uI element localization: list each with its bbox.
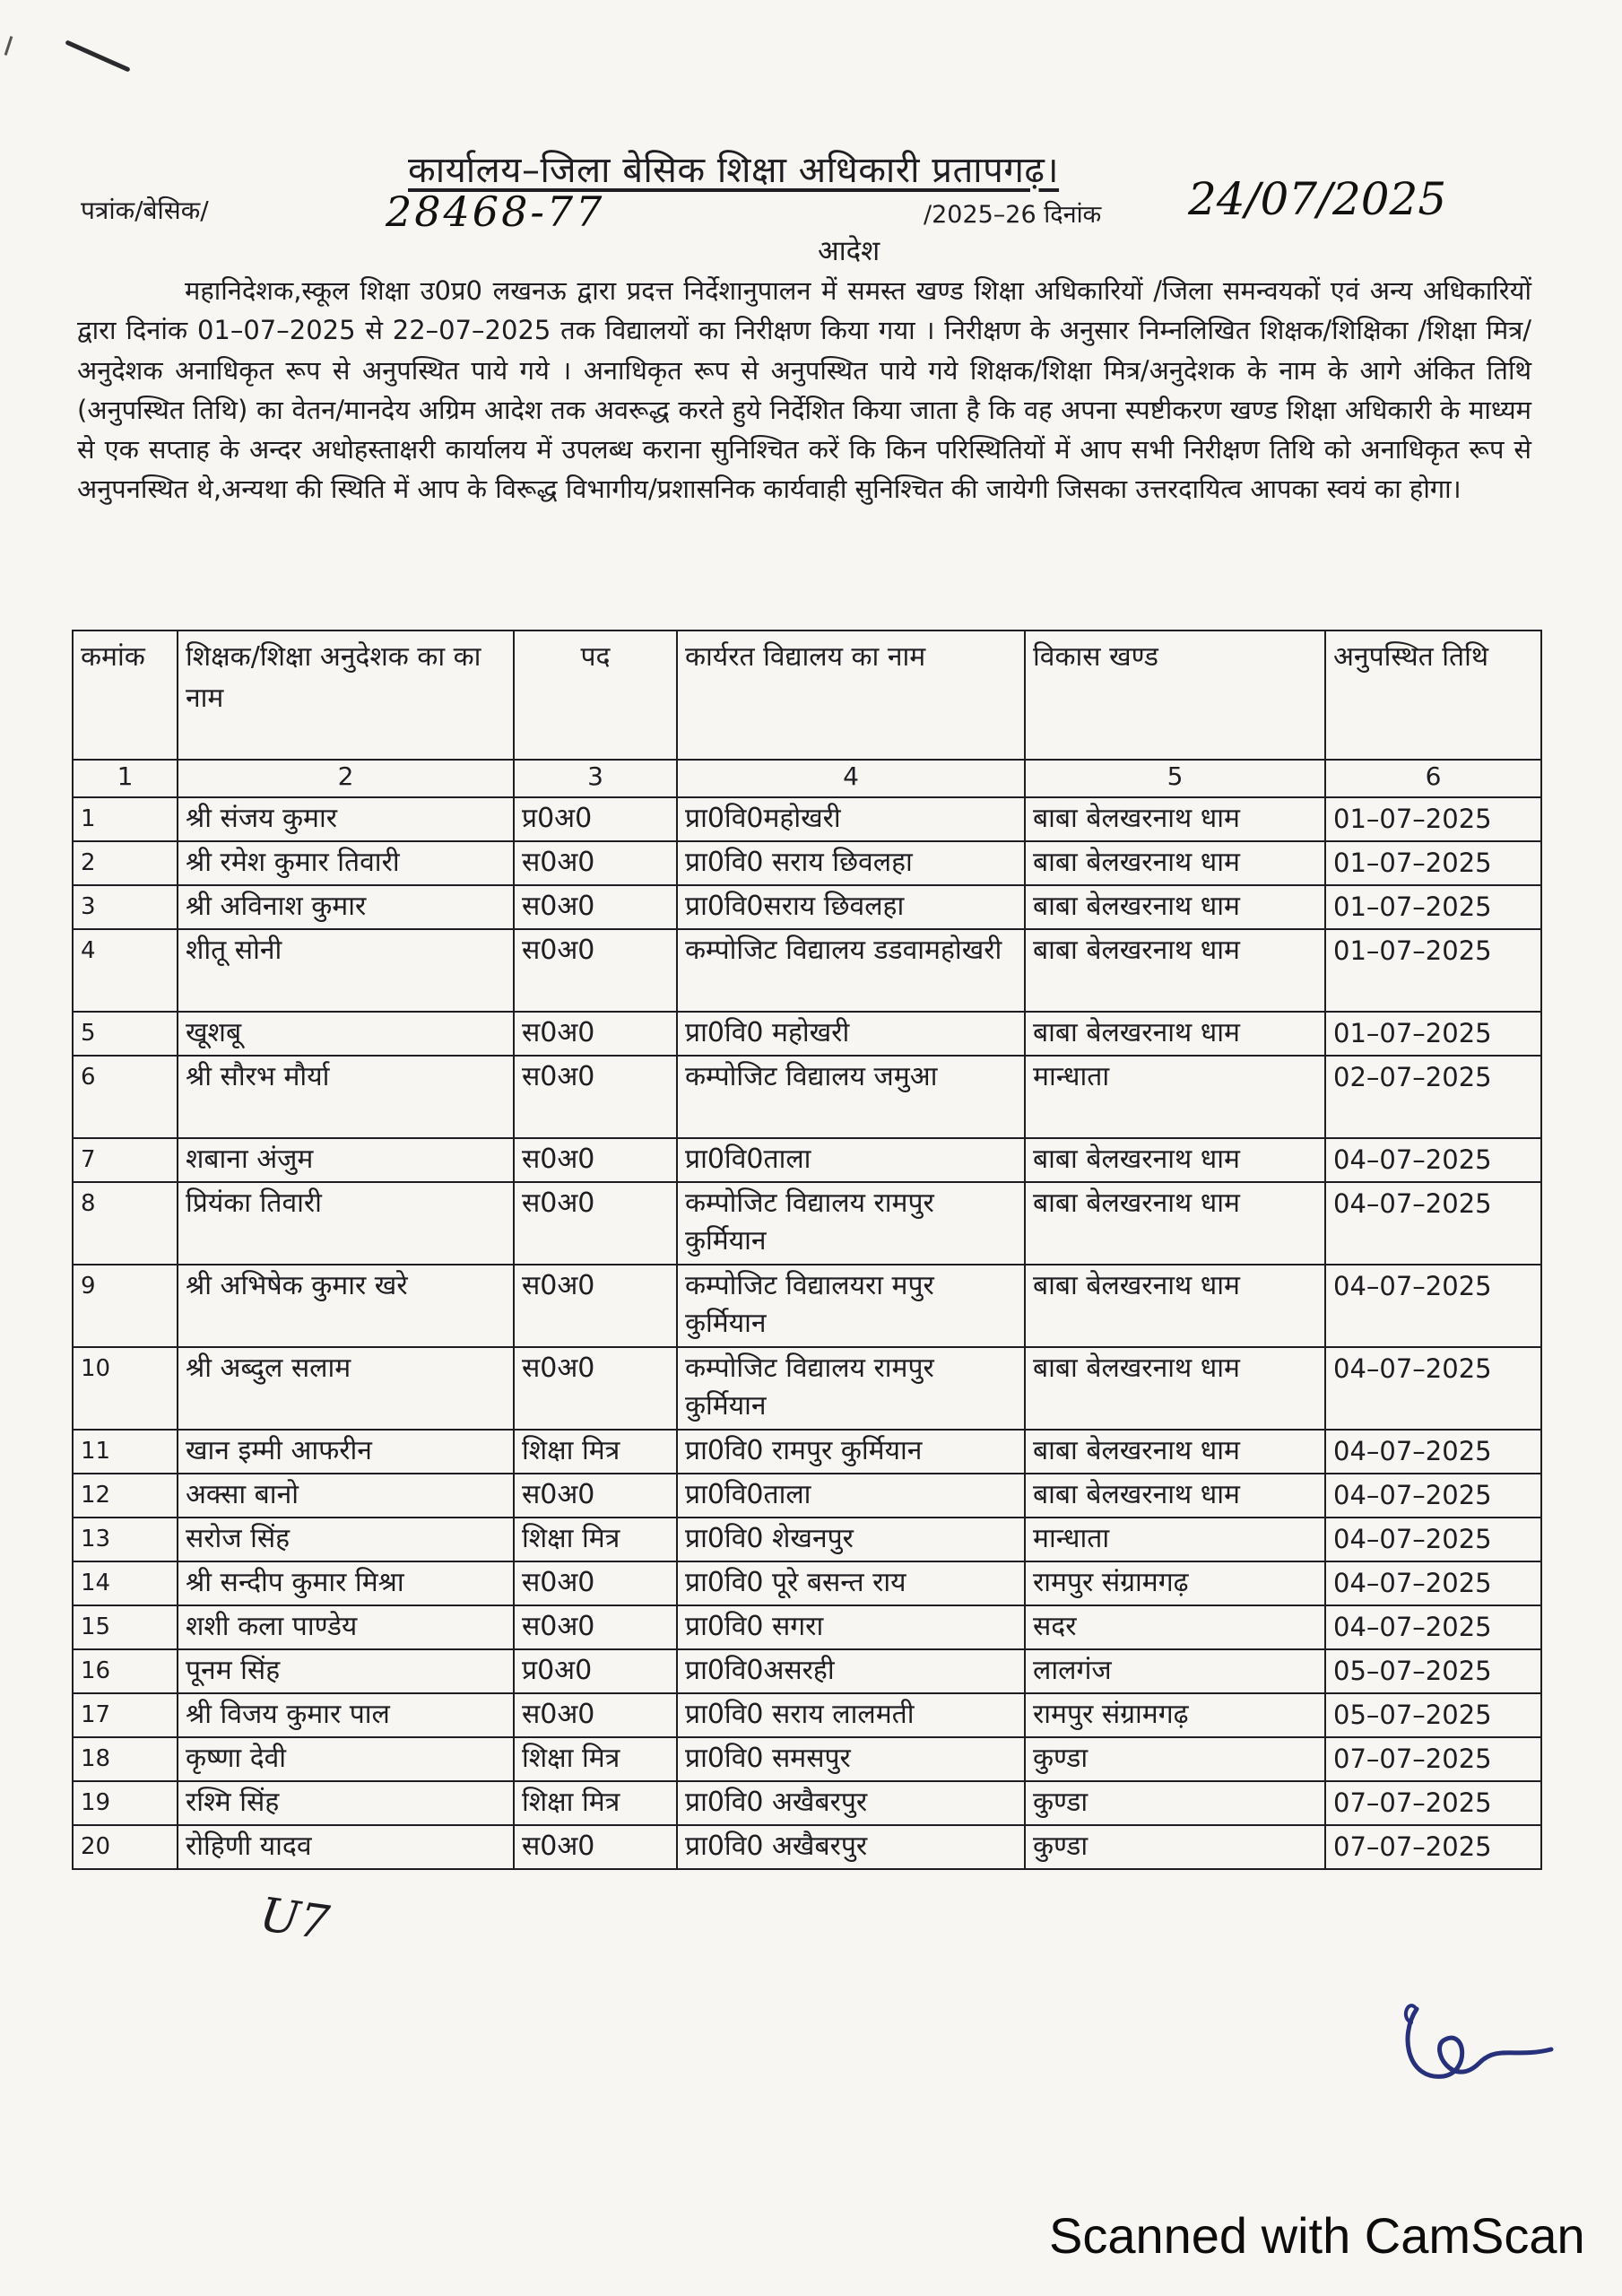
row-serial: 9 <box>73 1265 178 1347</box>
column-number: 6 <box>1325 760 1541 797</box>
teacher-name: श्री रमेश कुमार तिवारी <box>178 841 514 885</box>
school-name: कम्पोजिट विद्यालयरा मपुर कुर्मियान <box>677 1265 1025 1347</box>
table-row <box>73 797 1541 841</box>
teacher-name: शबाना अंजुम <box>178 1138 514 1182</box>
row-serial: 5 <box>73 1012 178 1056</box>
teacher-name: श्री सन्दीप कुमार मिश्रा <box>178 1561 514 1605</box>
absent-date: 04–07–2025 <box>1325 1518 1541 1561</box>
post: स0अ0 <box>514 885 677 929</box>
margin-mark <box>4 36 13 56</box>
teacher-name: सरोज सिंह <box>178 1518 514 1561</box>
order-paragraph: महानिदेशक,स्कूल शिक्षा उ0प्र0 लखनऊ द्वारा प्रदत्त निर्देशानुपालन में समस्त खण्ड शिक्षा अधिकारियों /जिला समन्वयकों एवं अन्य अधिकारियों द्वारा दिनांक 01–07–2025 से 22–07–2025 तक विद्यालयों का निरीक्षण किया गया । निरीक्षण के अनुसार निम्नलिखित शिक्षक/शिक्षिका /शिक्षा मित्र/अनुदेशक अनाधिकृत रूप से अनुपस्थित पाये गये । अनाधिकृत रूप से अनुपस्थित पाये गये शिक्षक/शिक्षा मित्र/अनुदेशक के नाम के आगे अंकित तिथि (अनुपस्थित तिथि) का वेतन/मानदेय अग्रिम आदेश तक अवरूद्ध करते हुये निर्देशित किया जाता है कि वह अपना स्पष्टीकरण खण्ड शिक्षा अधिकारी के माध्यम से एक सप्ताह के अन्दर अधोहस्ताक्षरी कार्यालय में उपलब्ध कराना सुनिश्चित करें कि किन परिस्थितियों में आप सभी निरीक्षण तिथि को अनाधिकृत रूप से अनुपनस्थित थे,अन्यथा की स्थिति में आप के विरूद्ध विभागीय/प्रशासनिक कार्यवाही सुनिश्चित की जायेगी जिसका उत्तरदायित्व आपका स्वयं का होगा। <box>77 275 1531 505</box>
development-block: कुण्डा <box>1025 1825 1325 1869</box>
officer-signature <box>1381 1973 1560 2108</box>
row-serial: 1 <box>73 797 178 841</box>
school-name: प्रा0वि0 रामपुर कुर्मियान <box>677 1430 1025 1474</box>
development-block: बाबा बेलखरनाथ धाम <box>1025 1182 1325 1265</box>
absent-date: 04–07–2025 <box>1325 1138 1541 1182</box>
post: स0अ0 <box>514 1138 677 1182</box>
absent-date: 04–07–2025 <box>1325 1265 1541 1347</box>
post: प्र0अ0 <box>514 797 677 841</box>
absent-date: 01–07–2025 <box>1325 841 1541 885</box>
teacher-name: श्री अब्दुल सलाम <box>178 1347 514 1430</box>
teacher-name: खान इम्मी आफरीन <box>178 1430 514 1474</box>
development-block: कुण्डा <box>1025 1737 1325 1781</box>
development-block: रामपुर संग्रामगढ़ <box>1025 1693 1325 1737</box>
teacher-name: श्री संजय कुमार <box>178 797 514 841</box>
reference-label: पत्रांक/बेसिक/ <box>81 196 209 225</box>
development-block: मान्धाता <box>1025 1056 1325 1138</box>
table-row <box>73 1474 1541 1518</box>
table-row <box>73 885 1541 929</box>
teacher-name: प्रियंका तिवारी <box>178 1182 514 1265</box>
post: स0अ0 <box>514 1056 677 1138</box>
post: शिक्षा मित्र <box>514 1737 677 1781</box>
table-row <box>73 1138 1541 1182</box>
teacher-name: श्री अविनाश कुमार <box>178 885 514 929</box>
teacher-name: श्री अभिषेक कुमार खरे <box>178 1265 514 1347</box>
school-name: प्रा0वि0सराय छिवलहा <box>677 885 1025 929</box>
development-block: बाबा बेलखरनाथ धाम <box>1025 1474 1325 1518</box>
absent-date: 01–07–2025 <box>1325 929 1541 1012</box>
school-name: प्रा0वि0 समसपुर <box>677 1737 1025 1781</box>
school-name: प्रा0वि0असरही <box>677 1649 1025 1693</box>
teacher-name: खूशबू <box>178 1012 514 1056</box>
post: स0अ0 <box>514 929 677 1012</box>
absent-date: 04–07–2025 <box>1325 1430 1541 1474</box>
row-serial: 7 <box>73 1138 178 1182</box>
teacher-name: पूनम सिंह <box>178 1649 514 1693</box>
row-serial: 4 <box>73 929 178 1012</box>
scanner-watermark-text: Scanned with CamScan <box>1049 2207 1585 2264</box>
absent-date: 07–07–2025 <box>1325 1825 1541 1869</box>
school-name: कम्पोजिट विद्यालय रामपुर कुर्मियान <box>677 1182 1025 1265</box>
development-block: बाबा बेलखरनाथ धाम <box>1025 841 1325 885</box>
school-name: प्रा0वि0 पूरे बसन्त राय <box>677 1561 1025 1605</box>
teacher-name: कृष्णा देवी <box>178 1737 514 1781</box>
row-serial: 14 <box>73 1561 178 1605</box>
development-block: बाबा बेलखरनाथ धाम <box>1025 1265 1325 1347</box>
post: स0अ0 <box>514 1693 677 1737</box>
table-row <box>73 1737 1541 1781</box>
teacher-name: श्री सौरभ मौर्या <box>178 1056 514 1138</box>
teacher-name: शीतू सोनी <box>178 929 514 1012</box>
development-block: कुण्डा <box>1025 1781 1325 1825</box>
absent-date: 01–07–2025 <box>1325 1012 1541 1056</box>
row-serial: 15 <box>73 1605 178 1649</box>
absent-date: 04–07–2025 <box>1325 1182 1541 1265</box>
post: स0अ0 <box>514 1012 677 1056</box>
post: स0अ0 <box>514 1561 677 1605</box>
table-row <box>73 1056 1541 1138</box>
pen-stroke-mark <box>65 39 130 72</box>
handwritten-initial: U7 <box>256 1887 333 1952</box>
handwritten-date: 24/07/2025 <box>1188 173 1447 225</box>
school-name: कम्पोजिट विद्यालय डडवामहोखरी <box>677 929 1025 1012</box>
development-block: बाबा बेलखरनाथ धाम <box>1025 929 1325 1012</box>
absent-date: 02–07–2025 <box>1325 1056 1541 1138</box>
school-name: प्रा0वि0 शेखनपुर <box>677 1518 1025 1561</box>
development-block: रामपुर संग्रामगढ़ <box>1025 1561 1325 1605</box>
development-block: बाबा बेलखरनाथ धाम <box>1025 1012 1325 1056</box>
post: स0अ0 <box>514 1605 677 1649</box>
post: स0अ0 <box>514 1474 677 1518</box>
school-name: कम्पोजिट विद्यालय जमुआ <box>677 1056 1025 1138</box>
row-serial: 12 <box>73 1474 178 1518</box>
absent-date: 07–07–2025 <box>1325 1781 1541 1825</box>
table-row <box>73 1265 1541 1347</box>
post: स0अ0 <box>514 1265 677 1347</box>
post: स0अ0 <box>514 1182 677 1265</box>
row-serial: 8 <box>73 1182 178 1265</box>
row-serial: 10 <box>73 1347 178 1430</box>
column-header-block: विकास खण्ड <box>1025 631 1325 760</box>
table-row <box>73 1430 1541 1474</box>
table-row <box>73 1825 1541 1869</box>
school-name: प्रा0वि0ताला <box>677 1474 1025 1518</box>
column-header-school: कार्यरत विद्यालय का नाम <box>677 631 1025 760</box>
absent-date: 05–07–2025 <box>1325 1649 1541 1693</box>
teacher-name: अक्सा बानो <box>178 1474 514 1518</box>
development-block: बाबा बेलखरनाथ धाम <box>1025 1138 1325 1182</box>
absent-date: 04–07–2025 <box>1325 1561 1541 1605</box>
column-number: 1 <box>73 760 178 797</box>
development-block: मान्धाता <box>1025 1518 1325 1561</box>
table-row <box>73 1518 1541 1561</box>
absent-date: 04–07–2025 <box>1325 1605 1541 1649</box>
table-header-row <box>73 631 1541 760</box>
absent-date: 04–07–2025 <box>1325 1474 1541 1518</box>
absent-date: 04–07–2025 <box>1325 1347 1541 1430</box>
school-name: कम्पोजिट विद्यालय रामपुर कुर्मियान <box>677 1347 1025 1430</box>
post: शिक्षा मित्र <box>514 1430 677 1474</box>
development-block: बाबा बेलखरनाथ धाम <box>1025 1347 1325 1430</box>
absent-date: 05–07–2025 <box>1325 1693 1541 1737</box>
school-name: प्रा0वि0महोखरी <box>677 797 1025 841</box>
post: स0अ0 <box>514 841 677 885</box>
row-serial: 6 <box>73 1056 178 1138</box>
row-serial: 13 <box>73 1518 178 1561</box>
table-row <box>73 1781 1541 1825</box>
development-block: बाबा बेलखरनाथ धाम <box>1025 885 1325 929</box>
office-title: कार्यालय–जिला बेसिक शिक्षा अधिकारी प्रतापगढ़। <box>408 150 1060 191</box>
column-header-absent-date: अनुपस्थित तिथि <box>1325 631 1541 760</box>
table-row <box>73 1693 1541 1737</box>
row-serial: 19 <box>73 1781 178 1825</box>
development-block: लालगंज <box>1025 1649 1325 1693</box>
column-header-name: शिक्षक/शिक्षा अनुदेशक का का नाम <box>178 631 514 760</box>
absent-date: 07–07–2025 <box>1325 1737 1541 1781</box>
table-row <box>73 1605 1541 1649</box>
column-number: 5 <box>1025 760 1325 797</box>
column-number: 3 <box>514 760 677 797</box>
post: शिक्षा मित्र <box>514 1781 677 1825</box>
school-name: प्रा0वि0 सगरा <box>677 1605 1025 1649</box>
column-header-serial: कमांक <box>73 631 178 760</box>
teacher-name: रोहिणी यादव <box>178 1825 514 1869</box>
post: शिक्षा मित्र <box>514 1518 677 1561</box>
row-serial: 18 <box>73 1737 178 1781</box>
school-name: प्रा0वि0 महोखरी <box>677 1012 1025 1056</box>
school-name: प्रा0वि0ताला <box>677 1138 1025 1182</box>
table-row <box>73 1561 1541 1605</box>
table-row <box>73 1012 1541 1056</box>
row-serial: 3 <box>73 885 178 929</box>
table-row <box>73 929 1541 1012</box>
school-name: प्रा0वि0 सराय लालमती <box>677 1693 1025 1737</box>
absent-date: 01–07–2025 <box>1325 885 1541 929</box>
column-number: 4 <box>677 760 1025 797</box>
row-serial: 2 <box>73 841 178 885</box>
teacher-name: श्री विजय कुमार पाल <box>178 1693 514 1737</box>
row-serial: 17 <box>73 1693 178 1737</box>
teacher-name: शशी कला पाण्डेय <box>178 1605 514 1649</box>
session-date-label: /2025–26 दिनांक <box>924 201 1102 229</box>
absentee-table <box>72 630 1542 1870</box>
teacher-name: रश्मि सिंह <box>178 1781 514 1825</box>
column-number-row <box>73 760 1541 797</box>
row-serial: 16 <box>73 1649 178 1693</box>
table-row <box>73 841 1541 885</box>
post: स0अ0 <box>514 1347 677 1430</box>
row-serial: 11 <box>73 1430 178 1474</box>
column-header-post: पद <box>514 631 677 760</box>
reference-number: 28468-77 <box>386 187 605 236</box>
column-number: 2 <box>178 760 514 797</box>
post: प्र0अ0 <box>514 1649 677 1693</box>
post: स0अ0 <box>514 1825 677 1869</box>
absent-date: 01–07–2025 <box>1325 797 1541 841</box>
table-row <box>73 1649 1541 1693</box>
school-name: प्रा0वि0 अखैबरपुर <box>677 1781 1025 1825</box>
order-heading: आदेश <box>818 235 880 267</box>
table-row <box>73 1347 1541 1430</box>
development-block: बाबा बेलखरनाथ धाम <box>1025 1430 1325 1474</box>
table-row <box>73 1182 1541 1265</box>
development-block: सदर <box>1025 1605 1325 1649</box>
school-name: प्रा0वि0 सराय छिवलहा <box>677 841 1025 885</box>
development-block: बाबा बेलखरनाथ धाम <box>1025 797 1325 841</box>
school-name: प्रा0वि0 अखैबरपुर <box>677 1825 1025 1869</box>
row-serial: 20 <box>73 1825 178 1869</box>
